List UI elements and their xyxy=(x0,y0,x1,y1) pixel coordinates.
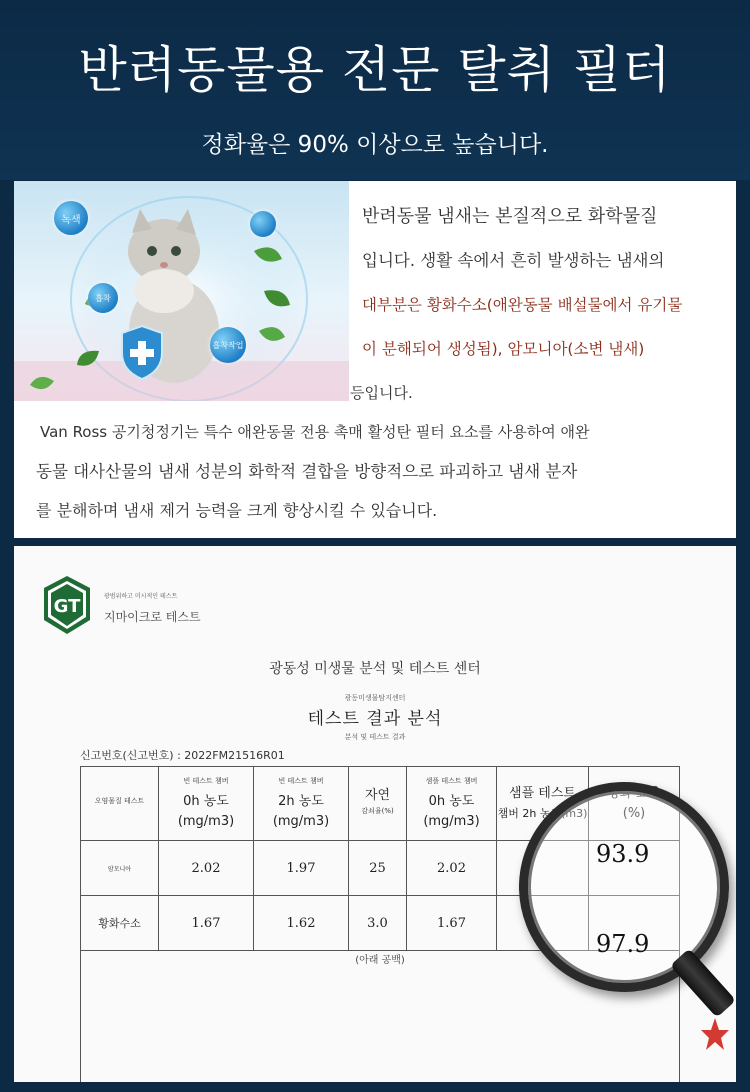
desc-red-line-2: 이 분해되어 생성됨), 암모니아(소변 냄새) xyxy=(362,340,645,358)
logo-tagline: 광범위하고 미시적인 테스트 xyxy=(104,593,178,600)
header-blank-0h xyxy=(159,767,254,841)
header-main: 정화 효율 xyxy=(606,785,662,801)
header-unit: (mg/m3) xyxy=(177,813,235,829)
filter-explanation xyxy=(36,413,730,530)
header-main: 샘플 테스트 xyxy=(509,785,576,801)
row-name: 황화수소 xyxy=(81,896,159,951)
odor-description xyxy=(350,195,732,415)
header-blank-2h xyxy=(254,767,349,841)
bubble-label: 흡착 xyxy=(95,293,111,303)
header-small: 빈 테스트 챔버 xyxy=(278,776,324,785)
work-bubble xyxy=(210,327,246,363)
header-natural xyxy=(349,767,407,841)
hero-banner xyxy=(0,0,750,180)
row-name: 암모니아 xyxy=(81,841,159,896)
header-small: 빈 테스트 챔버 xyxy=(183,776,229,785)
bubble-label: 녹색 xyxy=(61,214,81,226)
row-natural: 3.0 xyxy=(349,896,407,951)
report-tiny-below: 분석 및 테스트 결과 xyxy=(344,733,406,741)
body-line-2: 동물 대사산물의 냄새 성분의 화학적 결합을 방향적으로 파괴하고 냄새 분자 xyxy=(36,462,578,481)
small-bubble-1 xyxy=(250,211,276,237)
header-small: 감쇠율(%) xyxy=(361,806,394,815)
bubble-label: 흡착작업 xyxy=(212,340,244,350)
header-pollutant xyxy=(81,767,159,841)
row-c2: 1.97 xyxy=(254,841,349,896)
blank-note: (아래 공백) xyxy=(81,951,680,1083)
header-main: 0h 농도 xyxy=(428,793,475,809)
center-name: 광동성 미생물 분석 및 테스트 센터 xyxy=(269,661,481,677)
header-small: 샘플 테스트 챔버 xyxy=(425,776,478,785)
desc-red-line-1: 대부분은 황화수소(애완동물 배설물에서 유기물 xyxy=(362,296,683,314)
desc-line-1: 반려동물 냄새는 본질적으로 화학물질 xyxy=(362,206,658,227)
red-stamp-icon xyxy=(700,1014,730,1064)
header-unit: (%) xyxy=(622,805,646,821)
green-bubble xyxy=(54,201,88,235)
header-main: 0h 농도 xyxy=(183,793,229,809)
row-c2: 1.62 xyxy=(254,896,349,951)
report-tiny-above: 광동미생물탐지센터 xyxy=(344,694,406,702)
gt-logo-icon xyxy=(42,574,92,636)
info-card xyxy=(14,181,736,538)
row-c0: 1.67 xyxy=(159,896,254,951)
body-line-3: 를 분해하며 냄새 제거 능력을 크게 향상시킬 수 있습니다. xyxy=(36,501,438,520)
report-title: 테스트 결과 분석 xyxy=(307,709,443,729)
header-unit: (mg/m3) xyxy=(272,813,330,829)
test-report xyxy=(14,546,736,1082)
header-unit: (mg/m3) xyxy=(423,813,480,829)
efficiency-h2s: 97.9 xyxy=(596,930,650,958)
hero-title: 반려동물용 전문 탈취 필터 xyxy=(78,41,672,99)
row-s0: 2.02 xyxy=(407,841,497,896)
desc-line-2: 입니다. 생활 속에서 흔히 발생하는 냄새의 xyxy=(362,251,665,270)
header-main: 자연 xyxy=(364,787,391,803)
header-unit: 챔버 2h 농도(m3) xyxy=(497,806,588,820)
row-c0: 2.02 xyxy=(159,841,254,896)
row-s0: 1.67 xyxy=(407,896,497,951)
logo-text: GT xyxy=(53,596,81,617)
efficiency-ammonia: 93.9 xyxy=(596,840,650,868)
hero-subtitle: 정화율은 90% 이상으로 높습니다. xyxy=(201,132,549,158)
row-natural: 25 xyxy=(349,841,407,896)
header-small: 오염물질 테스트 xyxy=(94,796,145,805)
header-main: 2h 농도 xyxy=(278,793,324,809)
cat-illustration xyxy=(14,181,349,401)
body-line-1: Van Ross 공기청정기는 특수 애완동물 전용 촉매 활성탄 필터 요소를 사용하여 애완 xyxy=(40,423,590,441)
header-sample-0h xyxy=(407,767,497,841)
logo-name: 지마이크로 테스트 xyxy=(104,610,201,624)
adsorb-bubble xyxy=(88,283,118,313)
registration-number: 신고번호(신고번호) : 2022FM21516R01 xyxy=(80,749,285,762)
desc-line-3: 등입니다. xyxy=(350,384,413,402)
